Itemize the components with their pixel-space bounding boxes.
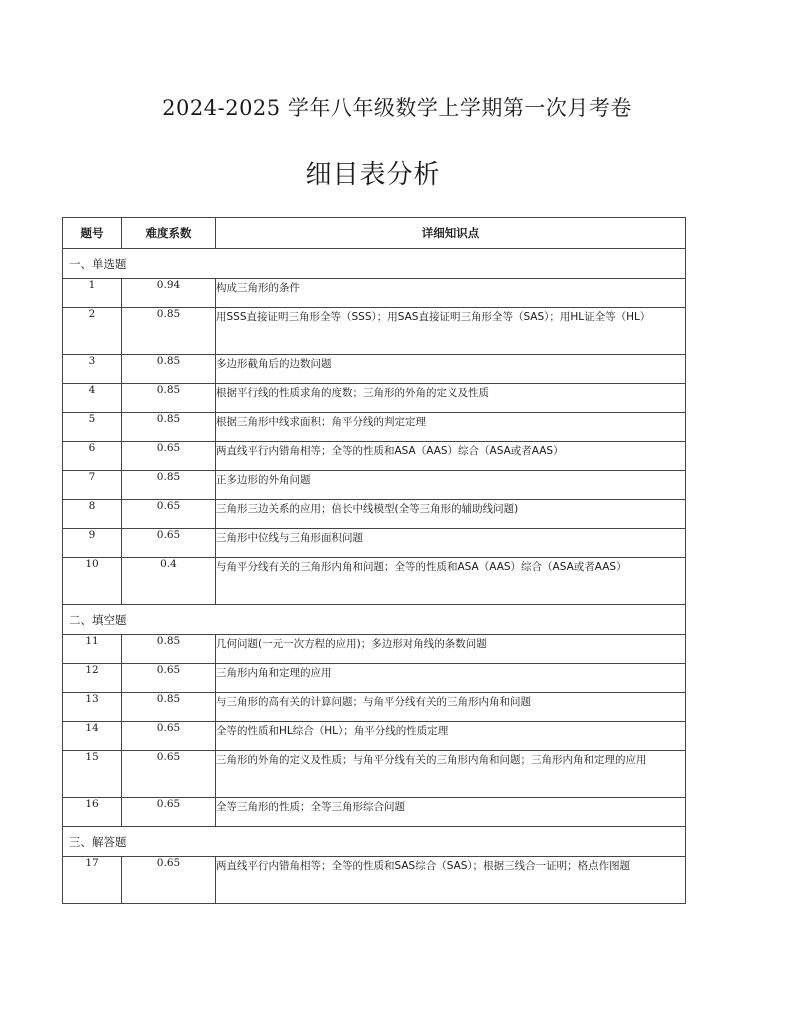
header-difficulty: 难度系数 [122,218,216,249]
difficulty-cell: 0.65 [122,857,216,904]
question-number-cell: 11 [63,635,122,664]
knowledge-point-cell: 与三角形的高有关的计算问题；与角平分线有关的三角形内角和问题 [216,693,686,722]
difficulty-cell: 0.85 [122,471,216,500]
knowledge-point-cell: 三角形的外角的定义及性质；与角平分线有关的三角形内角和问题；三角形内角和定理的应用 [216,751,686,798]
question-number-cell: 15 [63,751,122,798]
question-number-cell: 2 [63,308,122,355]
document-subtitle: 细目表分析 [305,160,441,190]
knowledge-point-cell: 根据平行线的性质求角的度数；三角形的外角的定义及性质 [216,384,686,413]
knowledge-point-cell: 三角形内角和定理的应用 [216,664,686,693]
question-number-cell: 4 [63,384,122,413]
table-row [63,442,686,471]
difficulty-cell: 0.85 [122,413,216,442]
difficulty-cell: 0.65 [122,442,216,471]
header-knowledge-points: 详细知识点 [216,218,686,249]
difficulty-cell: 0.85 [122,635,216,664]
section-label: 二、填空题 [63,605,686,635]
knowledge-point-cell: 根据三角形中线求面积；角平分线的判定定理 [216,413,686,442]
question-number-cell: 12 [63,664,122,693]
question-number-cell: 6 [63,442,122,471]
difficulty-cell: 0.85 [122,308,216,355]
table-row [63,693,686,722]
question-number-cell: 9 [63,529,122,558]
knowledge-point-cell: 几何问题(一元一次方程的应用)；多边形对角线的条数问题 [216,635,686,664]
difficulty-cell: 0.65 [122,751,216,798]
table-row [63,857,686,904]
question-number-cell: 3 [63,355,122,384]
knowledge-point-cell: 多边形截角后的边数问题 [216,355,686,384]
document-title: 2024-2025 学年八年级数学上学期第一次月考卷 [162,96,632,120]
table-row [63,384,686,413]
table-row [63,529,686,558]
section-row [63,605,686,635]
table-row [63,471,686,500]
table-row [63,355,686,384]
difficulty-cell: 0.4 [122,558,216,605]
question-number-cell: 14 [63,722,122,751]
difficulty-cell: 0.94 [122,279,216,308]
section-row [63,249,686,279]
knowledge-point-cell: 与角平分线有关的三角形内角和问题；全等的性质和ASA（AAS）综合（ASA或者AAS） [216,558,686,605]
knowledge-point-cell: 三角形三边关系的应用；倍长中线模型(全等三角形的辅助线问题) [216,500,686,529]
question-number-cell: 5 [63,413,122,442]
table-row [63,308,686,355]
knowledge-point-cell: 正多边形的外角问题 [216,471,686,500]
question-number-cell: 8 [63,500,122,529]
table-row [63,413,686,442]
difficulty-cell: 0.65 [122,500,216,529]
knowledge-point-cell: 构成三角形的条件 [216,279,686,308]
table-row [63,798,686,827]
table-row [63,722,686,751]
section-label: 一、单选题 [63,249,686,279]
table-header-row [63,218,686,249]
knowledge-point-cell: 两直线平行内错角相等；全等的性质和SAS综合（SAS）；根据三线合一证明；格点作图题 [216,857,686,904]
analysis-table [62,217,686,904]
header-question-number: 题号 [63,218,122,249]
section-row [63,827,686,857]
knowledge-point-cell: 全等三角形的性质；全等三角形综合问题 [216,798,686,827]
section-label: 三、解答题 [63,827,686,857]
table-row [63,279,686,308]
difficulty-cell: 0.65 [122,722,216,751]
question-number-cell: 1 [63,279,122,308]
table-row [63,635,686,664]
table-row [63,664,686,693]
table-row [63,500,686,529]
question-number-cell: 13 [63,693,122,722]
difficulty-cell: 0.65 [122,664,216,693]
question-number-cell: 10 [63,558,122,605]
question-number-cell: 7 [63,471,122,500]
difficulty-cell: 0.65 [122,529,216,558]
knowledge-point-cell: 两直线平行内错角相等；全等的性质和ASA（AAS）综合（ASA或者AAS） [216,442,686,471]
question-number-cell: 16 [63,798,122,827]
knowledge-point-cell: 用SSS直接证明三角形全等（SSS）；用SAS直接证明三角形全等（SAS）；用HL证全等（HL） [216,308,686,355]
difficulty-cell: 0.85 [122,355,216,384]
table-row [63,751,686,798]
table-body [63,249,686,904]
difficulty-cell: 0.85 [122,384,216,413]
question-number-cell: 17 [63,857,122,904]
knowledge-point-cell: 全等的性质和HL综合（HL）；角平分线的性质定理 [216,722,686,751]
knowledge-point-cell: 三角形中位线与三角形面积问题 [216,529,686,558]
difficulty-cell: 0.85 [122,693,216,722]
difficulty-cell: 0.65 [122,798,216,827]
table-row [63,558,686,605]
